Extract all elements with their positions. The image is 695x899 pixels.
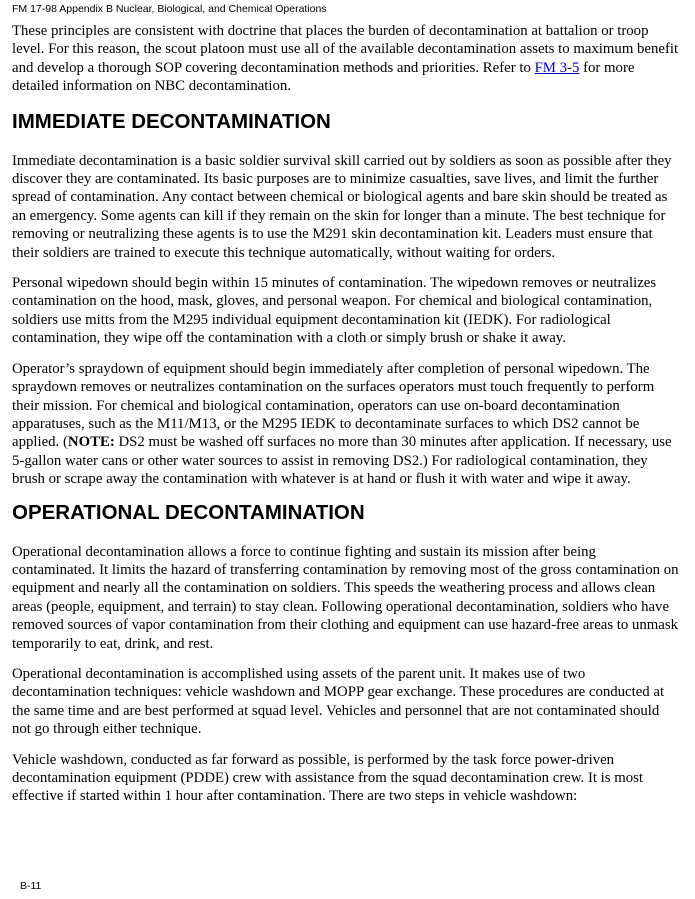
running-head: FM 17-98 Appendix B Nuclear, Biological, and Chemical Operations bbox=[12, 3, 327, 15]
immediate-paragraph-1: Immediate decontamination is a basic soldier survival skill carried out by soldiers as soon as possible after they discover they are contaminated. Its basic purposes are to minimize casualties, save lives, and limit the further spread of contamination. Any contact between chemical or biological agents and bare skin should be treated as an emergency. Some agents can kill if they remain on the skin for longer than a minute. The best technique for removing or neutralizing these agents is to use the M291 skin decontamination kit. Leaders must ensure that their soldiers are trained to execute this technique automatically, without waiting for orders. bbox=[12, 152, 672, 261]
immediate-decontamination-heading: IMMEDIATE DECONTAMINATION bbox=[12, 109, 331, 133]
immediate-p3-after-note: DS2 must be washed off surfaces no more than 30 minutes after application. If necessary, use 5-gallon water cans or other water sources to assist in removing DS2.) For radiological contamination, they brush or scrape away the contamination with whatever is at hand or flush it with water and wipe it away. bbox=[12, 434, 672, 488]
operational-paragraph-3: Vehicle washdown, conducted as far forward as possible, is performed by the task force power-driven decontamination equipment (PDDE) crew with assistance from the squad decontamination crew. It is most effective if started within 1 hour after contamination. There are two steps in vehicle washdown: bbox=[12, 751, 644, 805]
intro-text-after: for more detailed information on NBC decontamination. bbox=[12, 59, 635, 95]
intro-paragraph bbox=[12, 22, 680, 96]
fm-3-5-link[interactable]: FM 3-5 bbox=[534, 59, 580, 76]
operational-paragraph-1: Operational decontamination allows a force to continue fighting and sustain its mission after being contaminated. It limits the hazard of transferring contamination by removing most of the gross contamination on equipment and nearly all the contamination on soldiers. This speeds the weathering process and allows clean areas (people, equipment, and terrain) to stay clean. Following operational decontamination, soldiers who have removed sources of vapor contamination from their clothing and equipment can use hazard-free areas to unmask temporarily to eat, drink, and rest. bbox=[12, 543, 679, 652]
intro-text-before: These principles are consistent with doctrine that places the burden of decontamination at battalion or troop level. For this reason, the scout platoon must use all of the available decontamination assets to maximum benefit and develop a thorough SOP covering decontamination methods and priorities. Refer to bbox=[12, 23, 679, 76]
immediate-p3-before-note: Operator’s spraydown of equipment should begin immediately after completion of personal wipedown. The spraydown removes or neutralizes contamination on the surfaces operators must touch frequently to perform their mission. For chemical and biological contamination, operators can use on-board decontamination apparatuses, such as the M11/M13, or the M295 IEDK to decontaminate surfaces to which DS2 cannot be applied. ( bbox=[12, 360, 655, 451]
note-label: NOTE: bbox=[67, 434, 115, 451]
immediate-paragraph-2: Personal wipedown should begin within 15 minutes of contamination. The wipedown removes or neutralizes contamination on the hood, mask, gloves, and personal weapon. For chemical and biological contamination, soldiers use mitts from the M295 individual equipment decontamination kit (IEDK). For radiological contamination, they wipe off the contamination with a cloth or simply brush or shake it away. bbox=[12, 275, 657, 347]
immediate-paragraph-3 bbox=[12, 360, 680, 489]
operational-paragraph-2: Operational decontamination is accomplished using assets of the parent unit. It makes use of two decontamination techniques: vehicle washdown and MOPP gear exchange. These procedures are conducted at the same time and are best performed at squad level. Vehicles and personnel that are not contaminated should not go through either technique. bbox=[12, 665, 665, 738]
document-body bbox=[12, 22, 680, 818]
page-number: B-11 bbox=[20, 880, 42, 892]
operational-decontamination-heading: OPERATIONAL DECONTAMINATION bbox=[12, 500, 365, 524]
